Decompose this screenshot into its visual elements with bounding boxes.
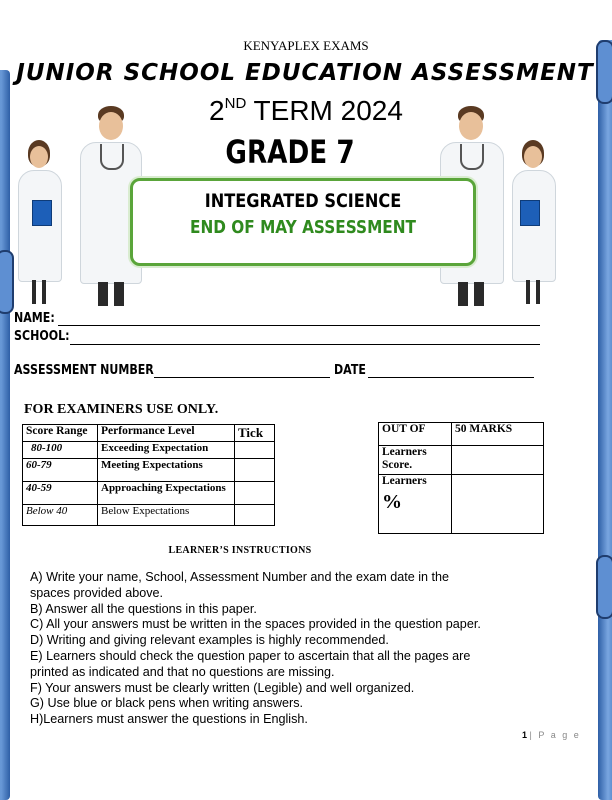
tick-cell[interactable] — [235, 482, 275, 505]
name-field[interactable] — [58, 325, 540, 326]
right-scroll-curl-bottom — [596, 555, 612, 619]
term-suffix: ND — [224, 94, 247, 112]
date-label: DATE — [334, 363, 366, 378]
out-of-label: OUT OF — [379, 423, 452, 446]
performance-table-header — [23, 425, 275, 442]
header-performance-level: Performance Level — [98, 425, 235, 442]
table-row — [379, 423, 544, 446]
exam-publisher: KENYAPLEX EXAMS — [243, 38, 369, 53]
performance-level: Exceeding Expectation — [98, 442, 235, 459]
instructions-title: LEARNER’S INSTRUCTIONS — [168, 545, 312, 556]
examiners-heading: FOR EXAMINERS USE ONLY. — [24, 402, 219, 417]
table-row — [23, 459, 275, 482]
assessment-number-label: ASSESSMENT NUMBER — [14, 363, 154, 378]
learners-percent-cell[interactable] — [452, 475, 544, 534]
learners-score-label: Learners Score. — [379, 446, 452, 475]
table-row — [23, 482, 275, 505]
page-number-label: | P a g e — [529, 730, 581, 740]
school-label: SCHOOL: — [14, 329, 70, 344]
date-field[interactable] — [368, 377, 534, 378]
performance-level: Below Expectations — [98, 505, 235, 526]
list-item: B) Answer all the questions in this paper. — [30, 601, 257, 616]
assessment-number-field[interactable] — [154, 377, 330, 378]
grade-heading: GRADE 7 — [225, 133, 355, 171]
learners-percent-label: Learners — [382, 475, 427, 487]
table-row — [23, 505, 275, 526]
table-row — [379, 475, 544, 534]
tick-cell[interactable] — [235, 442, 275, 459]
performance-level: Meeting Expectations — [98, 459, 235, 482]
header-score-range: Score Range — [23, 425, 98, 442]
list-item: C) All your answers must be written in the spaces provided in the question paper. — [30, 617, 481, 632]
list-item: F) Your answers must be clearly written (Legible) and well organized. — [30, 680, 415, 695]
name-label: NAME: — [14, 311, 55, 326]
out-of-value: 50 MARKS — [452, 423, 544, 446]
page-number-value: 1 — [522, 730, 528, 740]
table-row — [23, 442, 275, 459]
header-tick: Tick — [235, 425, 275, 442]
term-year: TERM 2024 — [246, 95, 403, 126]
left-scroll-decoration — [0, 70, 10, 800]
score-range: 40-59 — [23, 482, 98, 505]
learners-score-cell[interactable] — [452, 446, 544, 475]
subject-name: INTEGRATED SCIENCE — [204, 190, 402, 212]
list-item: D) Writing and giving relevant examples is highly recommended. — [30, 633, 389, 648]
table-row — [379, 446, 544, 475]
list-item: A) Write your name, School, Assessment Number and the exam date in the — [30, 570, 450, 584]
performance-level: Approaching Expectations — [98, 482, 235, 505]
assessment-title: JUNIOR SCHOOL EDUCATION ASSESSMENT — [16, 60, 594, 86]
list-item: E) Learners should check the question paper to ascertain that all the pages are — [30, 648, 471, 663]
score-table — [378, 422, 544, 534]
instructions-list — [30, 570, 590, 728]
list-item: G) Use blue or black pens when writing answers. — [30, 696, 303, 711]
list-item: H)Learners must answer the questions in English. — [30, 712, 308, 727]
right-scroll-decoration — [598, 40, 612, 800]
list-item: printed as indicated and that no questions are missing. — [30, 664, 335, 679]
list-item: spaces provided above. — [30, 585, 164, 600]
left-scroll-curl — [0, 250, 14, 314]
percent-symbol: % — [382, 491, 402, 513]
tick-cell[interactable] — [235, 505, 275, 526]
term-heading — [0, 95, 612, 127]
score-range: 60-79 — [23, 459, 98, 482]
performance-table — [22, 424, 275, 526]
learners-percent-cell-label — [379, 475, 452, 534]
page-number — [522, 730, 581, 740]
term-number: 2 — [209, 95, 225, 126]
score-range: 80-100 — [23, 442, 98, 459]
score-range: Below 40 — [23, 505, 98, 526]
tick-cell[interactable] — [235, 459, 275, 482]
assessment-name: END OF MAY ASSESSMENT — [190, 217, 416, 238]
school-field[interactable] — [70, 344, 540, 345]
